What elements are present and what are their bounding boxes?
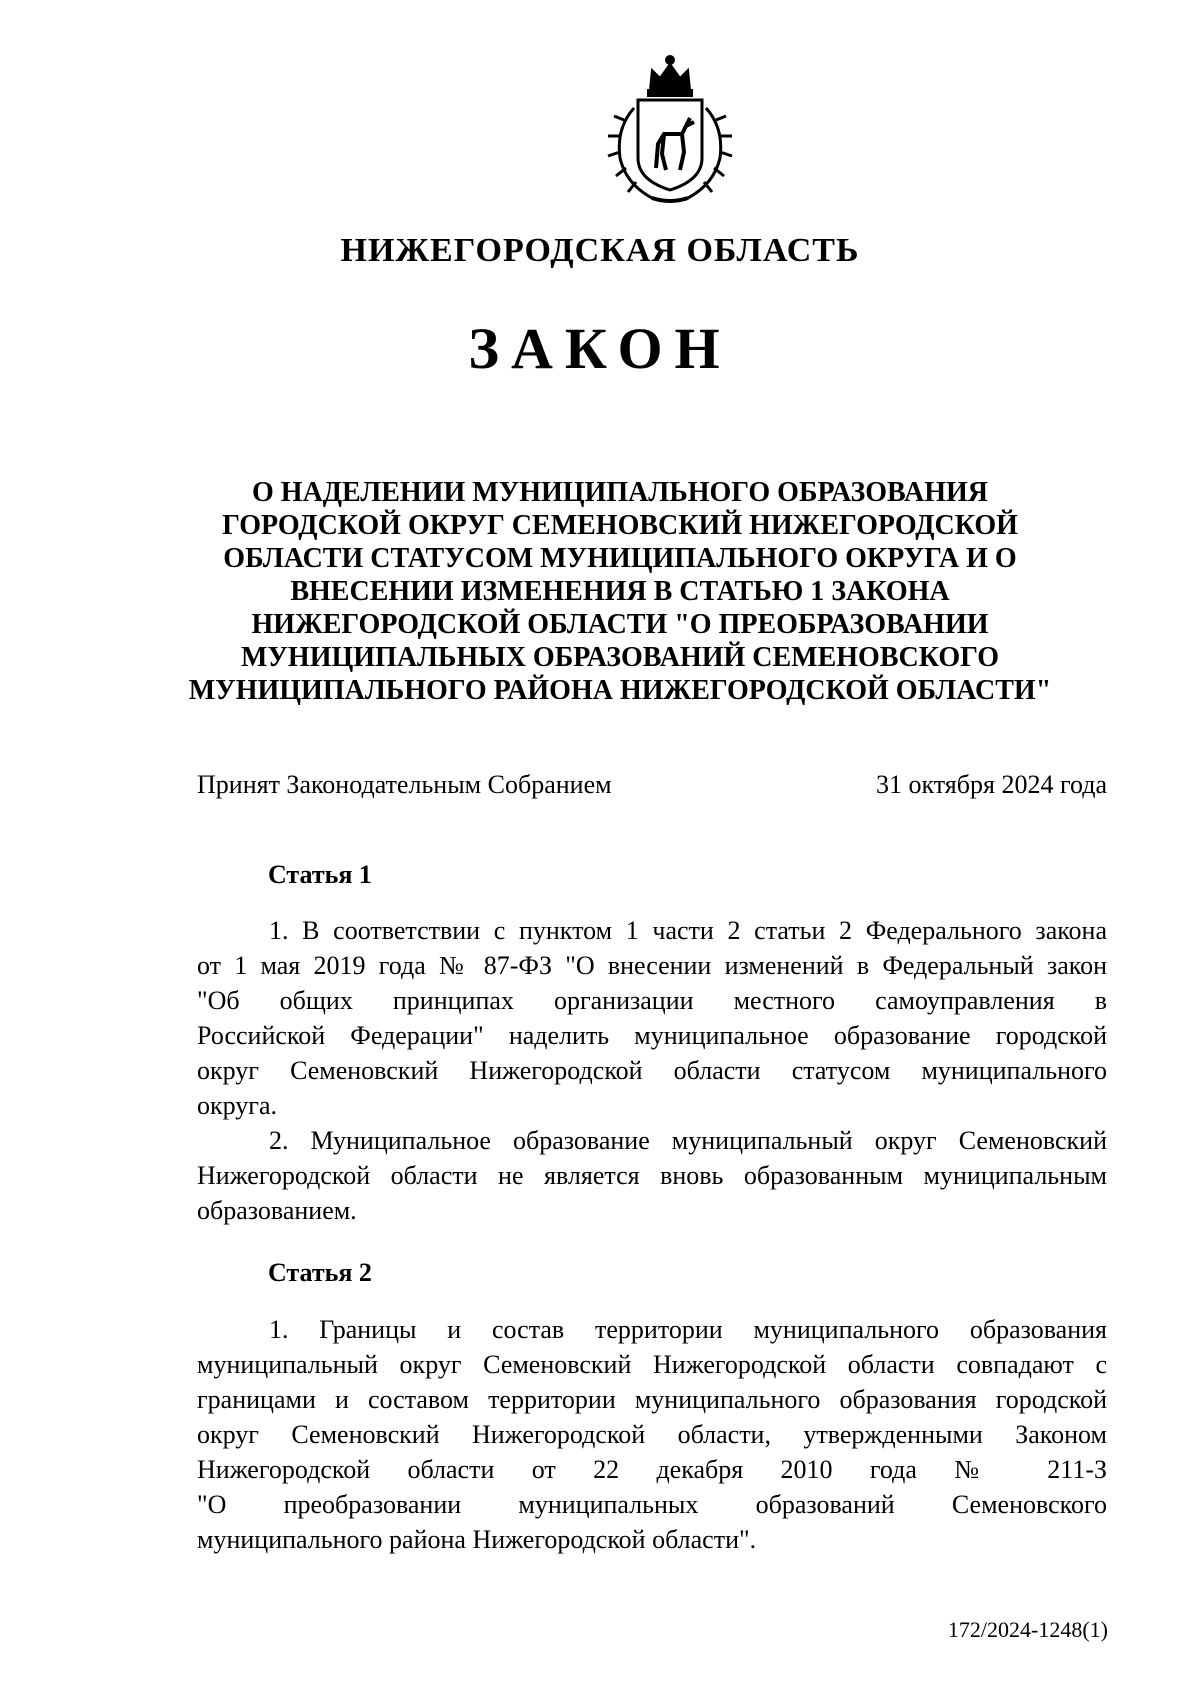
article-1-line: округ Семеновский Нижегородской области статусом муниципального (197, 1056, 1107, 1085)
article-2-line: Нижегородской области от 22 декабря 2010 года № 211-З (197, 1455, 1107, 1484)
article-2-line: 1. Границы и состав территории муниципального образования (269, 1315, 1107, 1344)
adopted-by: Принят Законодательным Собранием (197, 770, 612, 799)
article-2-line: муниципальный округ Семеновский Нижегородской области совпадают с (197, 1350, 1107, 1379)
region-heading: НИЖЕГОРОДСКАЯ ОБЛАСТЬ (340, 232, 860, 269)
article-1-line: Российской Федерации" наделить муниципальное образование городской (197, 1021, 1107, 1050)
document-type: ЗАКОН (468, 316, 732, 381)
title-line: ГОРОДСКОЙ ОКРУГ СЕМЕНОВСКИЙ НИЖЕГОРОДСКОЙ (222, 510, 1018, 541)
article-2-line: округ Семеновский Нижегородской области, утвержденными Законом (197, 1420, 1107, 1449)
article-1-line: образованием. (197, 1196, 357, 1225)
coat-of-arms-icon (590, 48, 750, 208)
article-1-line: "Об общих принципах организации местного самоуправления в (197, 986, 1107, 1015)
adoption-date: 31 октября 2024 года (876, 770, 1107, 799)
title-line: НИЖЕГОРОДСКОЙ ОБЛАСТИ "О ПРЕОБРАЗОВАНИИ (251, 609, 989, 640)
article-1-line: 1. В соответствии с пунктом 1 части 2 статьи 2 Федерального закона (269, 916, 1107, 945)
article-1-line: Нижегородской области не является вновь образованным муниципальным (197, 1161, 1107, 1190)
article-2-heading: Статья 2 (268, 1258, 372, 1287)
article-1-line: округа. (197, 1091, 277, 1120)
article-1-line: 2. Муниципальное образование муниципальный округ Семеновский (269, 1126, 1107, 1155)
article-2-body (197, 1312, 1107, 1557)
article-1-heading: Статья 1 (268, 860, 372, 889)
title-line: ВНЕСЕНИИ ИЗМЕНЕНИЯ В СТАТЬЮ 1 ЗАКОНА (290, 576, 950, 607)
document-code: 172/2024-1248(1) (947, 1617, 1108, 1642)
title-line: О НАДЕЛЕНИИ МУНИЦИПАЛЬНОГО ОБРАЗОВАНИЯ (252, 477, 988, 508)
article-2-line: "О преобразовании муниципальных образований Семеновского (197, 1490, 1107, 1519)
article-2-line: муниципального района Нижегородской области". (197, 1525, 757, 1554)
title-line: МУНИЦИПАЛЬНОГО РАЙОНА НИЖЕГОРОДСКОЙ ОБЛАСТИ" (188, 675, 1052, 706)
article-2-line: границами и составом территории муниципального образования городской (197, 1385, 1107, 1414)
law-title (160, 476, 1080, 707)
article-1-line: от 1 мая 2019 года № 87-ФЗ "О внесении изменений в Федеральный закон (197, 951, 1107, 980)
title-line: ОБЛАСТИ СТАТУСОМ МУНИЦИПАЛЬНОГО ОКРУГА И О (223, 543, 1017, 574)
title-line: МУНИЦИПАЛЬНЫХ ОБРАЗОВАНИЙ СЕМЕНОВСКОГО (240, 642, 1000, 673)
article-1-body (197, 913, 1107, 1228)
